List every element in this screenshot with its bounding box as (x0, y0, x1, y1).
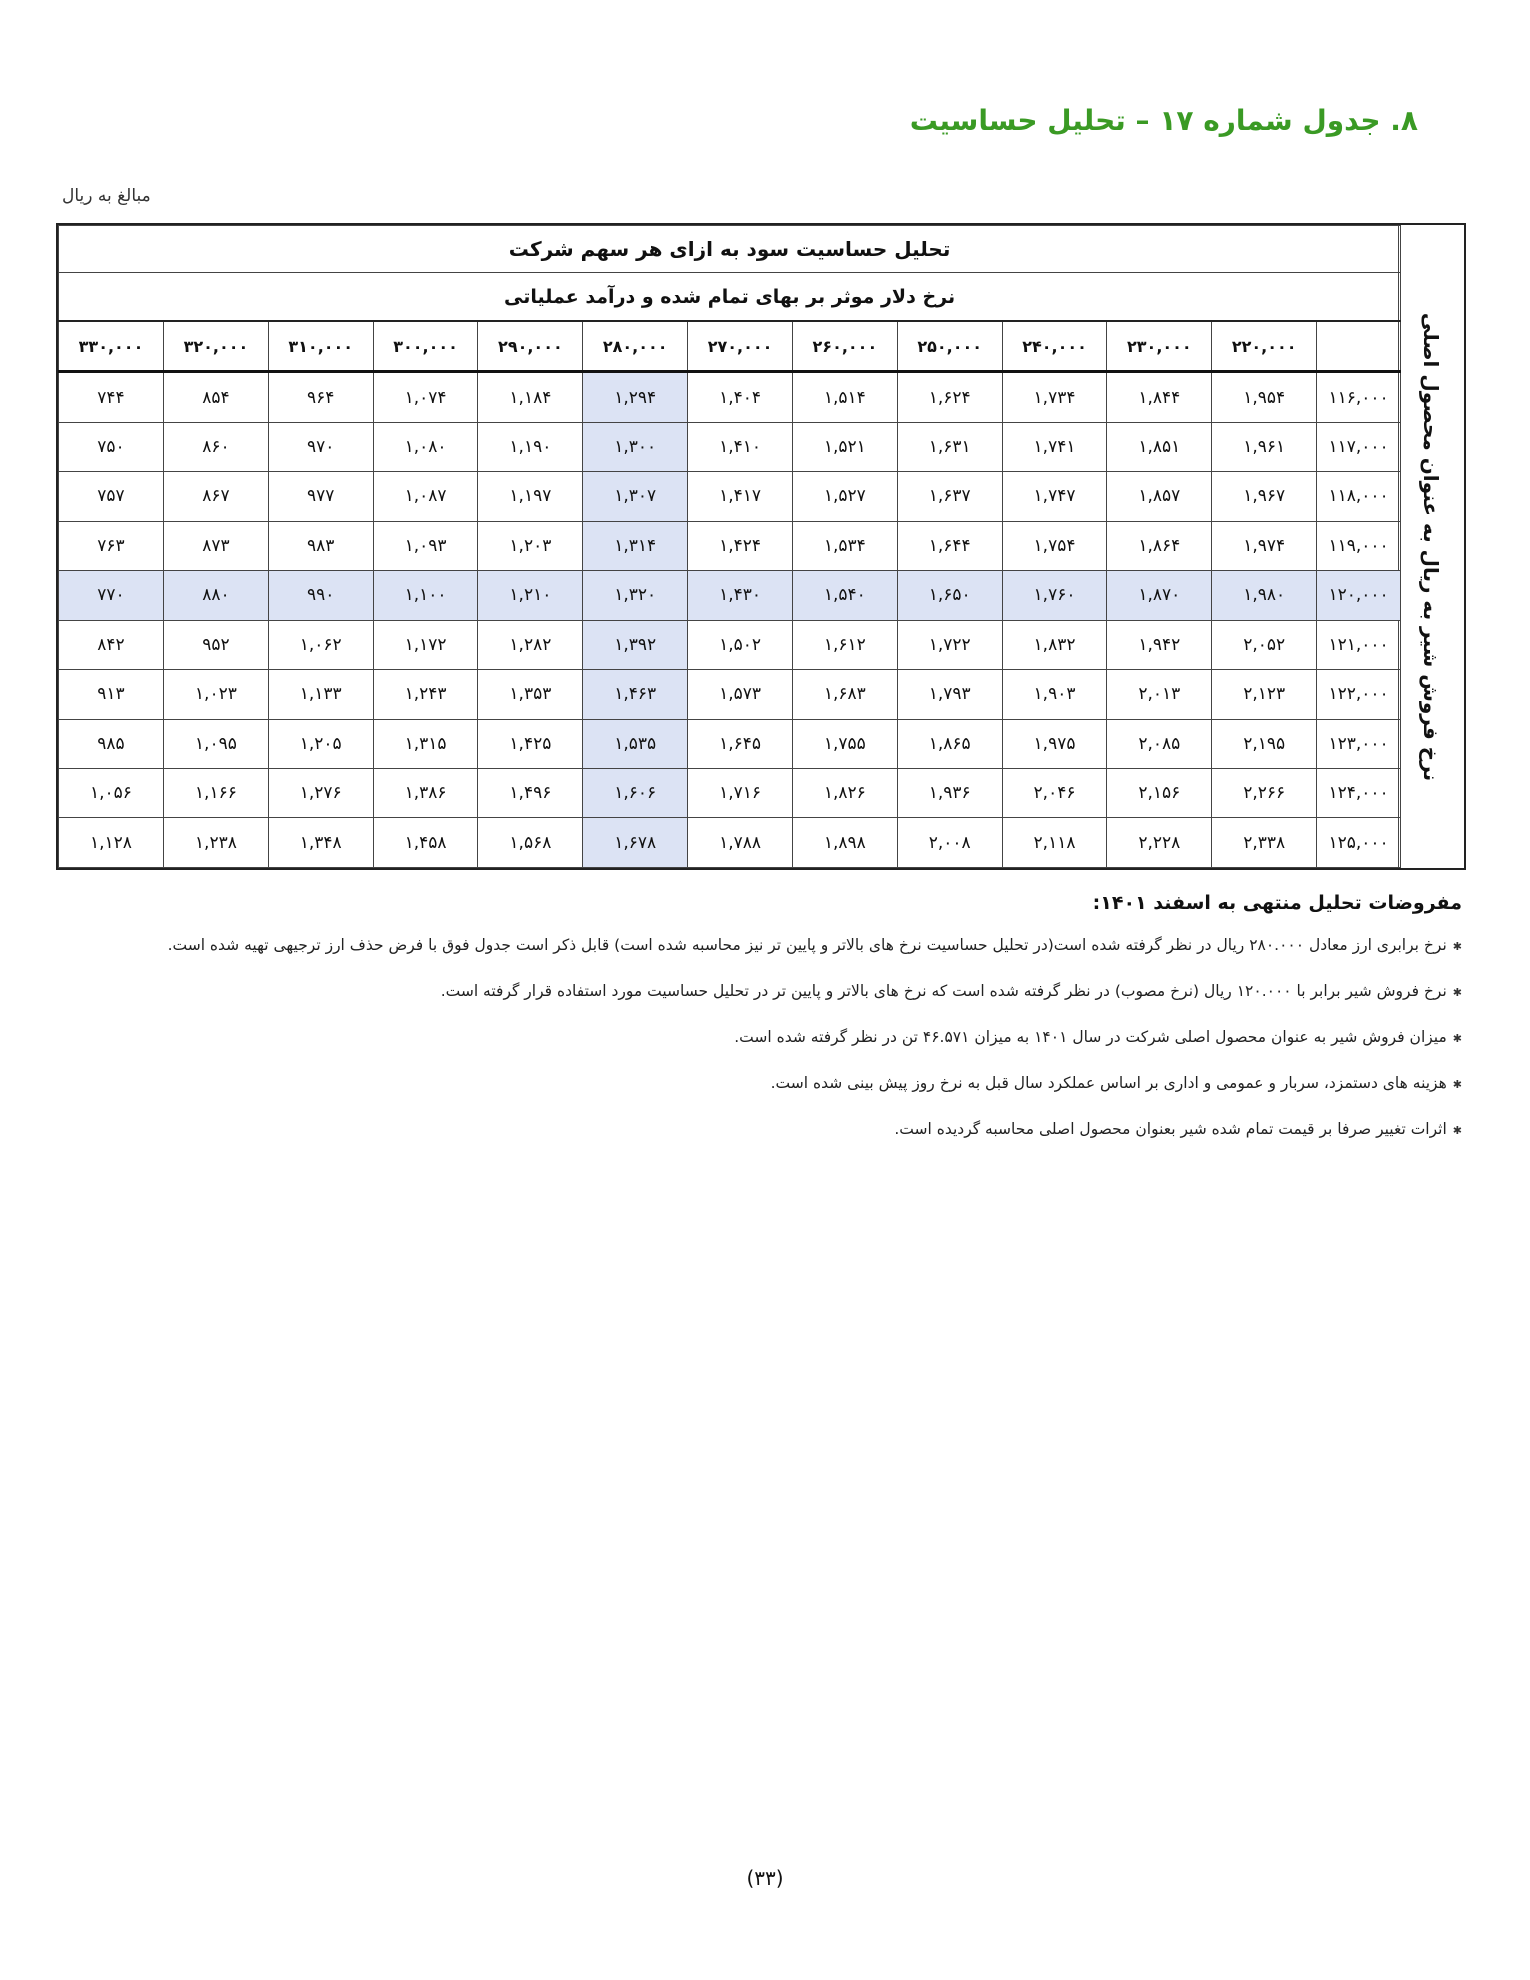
table-cell: ۱,۷۹۳ (897, 670, 1002, 719)
table-cell: ۷۴۴ (59, 372, 164, 422)
table-cell: ۷۶۳ (59, 521, 164, 570)
table-row (59, 818, 1401, 868)
table-cell: ۱,۰۹۳ (373, 521, 478, 570)
assumption-item: ✱ اثرات تغییر صرفا بر قیمت تمام شده شیر بعنوان محصول اصلی محاسبه گردیده است. (162, 1118, 1462, 1142)
table-cell: ۱,۴۳۰ (688, 571, 793, 620)
table-cell: ۲,۰۱۳ (1107, 670, 1212, 719)
table-cell: ۱,۴۲۴ (688, 521, 793, 570)
table-cell: ۱,۹۵۴ (1212, 372, 1317, 422)
table-cell: ۲,۱۱۸ (1002, 818, 1107, 868)
table-row (59, 521, 1401, 570)
table-row (59, 768, 1401, 817)
column-header: ۲۲۰,۰۰۰ (1212, 321, 1317, 372)
row-header: ۱۲۴,۰۰۰ (1317, 768, 1401, 817)
table-cell: ۱,۹۷۴ (1212, 521, 1317, 570)
column-header-row (59, 321, 1401, 372)
table-cell: ۱,۰۶۲ (268, 620, 373, 669)
table-cell: ۱,۸۶۵ (897, 719, 1002, 768)
row-axis-label-text: نرخ فروش شیر به ریال به عنوان محصول اصلی (1419, 312, 1444, 781)
table-cell: ۲,۱۲۳ (1212, 670, 1317, 719)
table-cell: ۱,۹۶۱ (1212, 422, 1317, 471)
column-header: ۲۷۰,۰۰۰ (688, 321, 793, 372)
column-header: ۳۱۰,۰۰۰ (268, 321, 373, 372)
table-cell: ۱,۴۵۸ (373, 818, 478, 868)
table-cell: ۱,۰۲۳ (163, 670, 268, 719)
table-cell: ۱,۵۳۴ (792, 521, 897, 570)
table-subtitle: نرخ دلار موثر بر بهای تمام شده و درآمد عملیاتی (59, 273, 1401, 321)
table-cell: ۱,۰۷۴ (373, 372, 478, 422)
table-cell: ۱,۵۱۴ (792, 372, 897, 422)
row-header: ۱۱۸,۰۰۰ (1317, 472, 1401, 521)
table-cell: ۱,۵۷۳ (688, 670, 793, 719)
table-cell: ۷۵۰ (59, 422, 164, 471)
table-cell: ۲,۱۹۵ (1212, 719, 1317, 768)
table-cell: ۹۷۷ (268, 472, 373, 521)
table-cell: ۱,۳۱۵ (373, 719, 478, 768)
column-header: ۲۸۰,۰۰۰ (583, 321, 688, 372)
table-row (59, 571, 1401, 620)
table-cell: ۱,۱۶۶ (163, 768, 268, 817)
table-cell: ۱,۰۵۶ (59, 768, 164, 817)
table-cell: ۱,۱۳۳ (268, 670, 373, 719)
table-cell: ۲,۱۵۶ (1107, 768, 1212, 817)
table-cell: ۱,۳۲۰ (583, 571, 688, 620)
table-cell: ۱,۷۵۴ (1002, 521, 1107, 570)
header-corner (1317, 321, 1401, 372)
table-cell: ۱,۸۵۱ (1107, 422, 1212, 471)
table-cell: ۱,۳۵۳ (478, 670, 583, 719)
table-cell: ۷۷۰ (59, 571, 164, 620)
table-cell: ۱,۸۶۴ (1107, 521, 1212, 570)
table-cell: ۱,۷۲۲ (897, 620, 1002, 669)
table-cell: ۱,۷۵۵ (792, 719, 897, 768)
column-header: ۲۶۰,۰۰۰ (792, 321, 897, 372)
table-cell: ۱,۳۰۰ (583, 422, 688, 471)
table-cell: ۱,۹۶۷ (1212, 472, 1317, 521)
table-cell: ۹۱۳ (59, 670, 164, 719)
table-cell: ۹۷۰ (268, 422, 373, 471)
table-cell: ۱,۲۸۲ (478, 620, 583, 669)
table-cell: ۱,۱۷۲ (373, 620, 478, 669)
table-row (59, 620, 1401, 669)
table-cell: ۱,۰۹۵ (163, 719, 268, 768)
table-cell: ۲,۰۸۵ (1107, 719, 1212, 768)
column-header: ۲۴۰,۰۰۰ (1002, 321, 1107, 372)
table-cell: ۱,۵۳۵ (583, 719, 688, 768)
assumption-item: ✱ هزینه های دستمزد، سربار و عمومی و اداری بر اساس عملکرد سال قبل به نرخ روز پیش بینی شده است. (162, 1072, 1462, 1096)
table-cell: ۱,۰۸۰ (373, 422, 478, 471)
table-cell: ۹۶۴ (268, 372, 373, 422)
table-cell: ۱,۳۴۸ (268, 818, 373, 868)
table-cell: ۹۵۲ (163, 620, 268, 669)
table-cell: ۱,۸۳۲ (1002, 620, 1107, 669)
row-header: ۱۲۳,۰۰۰ (1317, 719, 1401, 768)
table-row (59, 422, 1401, 471)
table-cell: ۱,۷۶۰ (1002, 571, 1107, 620)
table-cell: ۱,۴۹۶ (478, 768, 583, 817)
table-cell: ۱,۳۰۷ (583, 472, 688, 521)
table-cell: ۱,۱۹۰ (478, 422, 583, 471)
row-header: ۱۱۶,۰۰۰ (1317, 372, 1401, 422)
table-cell: ۹۸۵ (59, 719, 164, 768)
table-cell: ۱,۶۳۱ (897, 422, 1002, 471)
row-axis-label (1398, 225, 1464, 868)
table-cell: ۱,۵۶۸ (478, 818, 583, 868)
table-cell: ۱,۶۸۳ (792, 670, 897, 719)
table-cell: ۱,۳۹۲ (583, 620, 688, 669)
table-cell: ۱,۳۸۶ (373, 768, 478, 817)
table-cell: ۸۵۴ (163, 372, 268, 422)
page-number: (۳۳) (746, 1866, 784, 1890)
column-header: ۲۹۰,۰۰۰ (478, 321, 583, 372)
table-cell: ۱,۷۳۴ (1002, 372, 1107, 422)
row-header: ۱۲۲,۰۰۰ (1317, 670, 1401, 719)
table-cell: ۹۸۳ (268, 521, 373, 570)
table-cell: ۱,۶۰۶ (583, 768, 688, 817)
table-cell: ۱,۸۵۷ (1107, 472, 1212, 521)
table-cell: ۸۷۳ (163, 521, 268, 570)
row-header: ۱۲۵,۰۰۰ (1317, 818, 1401, 868)
table-cell: ۱,۷۴۱ (1002, 422, 1107, 471)
row-header: ۱۲۰,۰۰۰ (1317, 571, 1401, 620)
table-cell: ۱,۲۰۵ (268, 719, 373, 768)
table-cell: ۸۸۰ (163, 571, 268, 620)
table-cell: ۱,۵۰۲ (688, 620, 793, 669)
table-cell: ۱,۴۱۰ (688, 422, 793, 471)
table-cell: ۲,۳۳۸ (1212, 818, 1317, 868)
table-cell: ۱,۲۹۴ (583, 372, 688, 422)
column-header: ۲۵۰,۰۰۰ (897, 321, 1002, 372)
table-cell: ۱,۰۸۷ (373, 472, 478, 521)
table-cell: ۱,۶۴۵ (688, 719, 793, 768)
table-cell: ۱,۹۰۳ (1002, 670, 1107, 719)
table-cell: ۱,۹۸۰ (1212, 571, 1317, 620)
assumption-item: ✱ میزان فروش شیر به عنوان محصول اصلی شرکت در سال ۱۴۰۱ به میزان ۴۶.۵۷۱ تن در نظر گرفته شده است. (162, 1026, 1462, 1050)
section-title: ۸. جدول شماره ۱۷ – تحلیل حساسیت (909, 104, 1418, 137)
table-cell: ۲,۰۰۸ (897, 818, 1002, 868)
table-title-row (59, 226, 1401, 273)
table-row (59, 719, 1401, 768)
table-cell: ۹۹۰ (268, 571, 373, 620)
table-cell: ۲,۲۶۶ (1212, 768, 1317, 817)
table-cell: ۲,۰۵۲ (1212, 620, 1317, 669)
table-cell: ۱,۴۰۴ (688, 372, 793, 422)
table-cell: ۱,۲۱۰ (478, 571, 583, 620)
assumption-item: ✱ نرخ برابری ارز معادل ۲۸۰.۰۰۰ ریال در نظر گرفته شده است(در تحلیل حساسیت نرخ های بالاتر و پایین تر نیز محاسبه شده است) قابل ذکر است جدول فوق با فرض حذف ارز ترجیهی تهیه شده است. (162, 934, 1462, 958)
table-cell: ۱,۴۱۷ (688, 472, 793, 521)
table-cell: ۱,۶۵۰ (897, 571, 1002, 620)
table-subtitle-row (59, 273, 1401, 321)
table-cell: ۲,۰۴۶ (1002, 768, 1107, 817)
table-cell: ۱,۲۴۳ (373, 670, 478, 719)
table-cell: ۱,۲۷۶ (268, 768, 373, 817)
table-cell: ۱,۶۴۴ (897, 521, 1002, 570)
table-cell: ۱,۴۶۳ (583, 670, 688, 719)
table-cell: ۱,۸۴۴ (1107, 372, 1212, 422)
sensitivity-table (56, 223, 1466, 870)
table-cell: ۷۵۷ (59, 472, 164, 521)
table-cell: ۱,۶۳۷ (897, 472, 1002, 521)
table-cell: ۱,۳۱۴ (583, 521, 688, 570)
table-cell: ۸۴۲ (59, 620, 164, 669)
assumptions-list (162, 934, 1462, 1164)
table-row (59, 472, 1401, 521)
row-header: ۱۱۹,۰۰۰ (1317, 521, 1401, 570)
table-cell: ۱,۱۲۸ (59, 818, 164, 868)
table-cell: ۱,۵۲۱ (792, 422, 897, 471)
column-header: ۳۰۰,۰۰۰ (373, 321, 478, 372)
table-cell: ۱,۸۷۰ (1107, 571, 1212, 620)
table-cell: ۱,۹۳۶ (897, 768, 1002, 817)
table-row (59, 670, 1401, 719)
table-row (59, 372, 1401, 422)
assumptions-title: مفروضات تحلیل منتهی به اسفند ۱۴۰۱: (1092, 892, 1462, 914)
assumption-item: ✱ نرخ فروش شیر برابر با ۱۲۰.۰۰۰ ریال (نرخ مصوب) در نظر گرفته شده است که نرخ های بالاتر و پایین تر در تحلیل حساسیت مورد استفاده قرار گرفته است. (162, 980, 1462, 1004)
table-cell: ۱,۶۲۴ (897, 372, 1002, 422)
table-cell: ۱,۷۱۶ (688, 768, 793, 817)
column-header: ۲۳۰,۰۰۰ (1107, 321, 1212, 372)
table-cell: ۸۶۰ (163, 422, 268, 471)
table-cell: ۱,۹۴۲ (1107, 620, 1212, 669)
column-header: ۳۲۰,۰۰۰ (163, 321, 268, 372)
table-cell: ۱,۱۸۴ (478, 372, 583, 422)
units-note: مبالغ به ریال (62, 186, 151, 206)
table-cell: ۸۶۷ (163, 472, 268, 521)
table-cell: ۱,۴۲۵ (478, 719, 583, 768)
table-cell: ۱,۷۴۷ (1002, 472, 1107, 521)
table-cell: ۲,۲۲۸ (1107, 818, 1212, 868)
table-cell: ۱,۹۷۵ (1002, 719, 1107, 768)
table-cell: ۱,۵۴۰ (792, 571, 897, 620)
table-cell: ۱,۲۰۳ (478, 521, 583, 570)
column-header: ۳۳۰,۰۰۰ (59, 321, 164, 372)
table-cell: ۱,۲۳۸ (163, 818, 268, 868)
table-cell: ۱,۸۹۸ (792, 818, 897, 868)
table-cell: ۱,۶۱۲ (792, 620, 897, 669)
row-header: ۱۲۱,۰۰۰ (1317, 620, 1401, 669)
table-title: تحلیل حساسیت سود به ازای هر سهم شرکت (59, 226, 1401, 273)
table-cell: ۱,۵۲۷ (792, 472, 897, 521)
sensitivity-grid (58, 225, 1401, 868)
table-cell: ۱,۸۲۶ (792, 768, 897, 817)
table-cell: ۱,۱۹۷ (478, 472, 583, 521)
table-cell: ۱,۷۸۸ (688, 818, 793, 868)
table-cell: ۱,۱۰۰ (373, 571, 478, 620)
table-cell: ۱,۶۷۸ (583, 818, 688, 868)
row-header: ۱۱۷,۰۰۰ (1317, 422, 1401, 471)
